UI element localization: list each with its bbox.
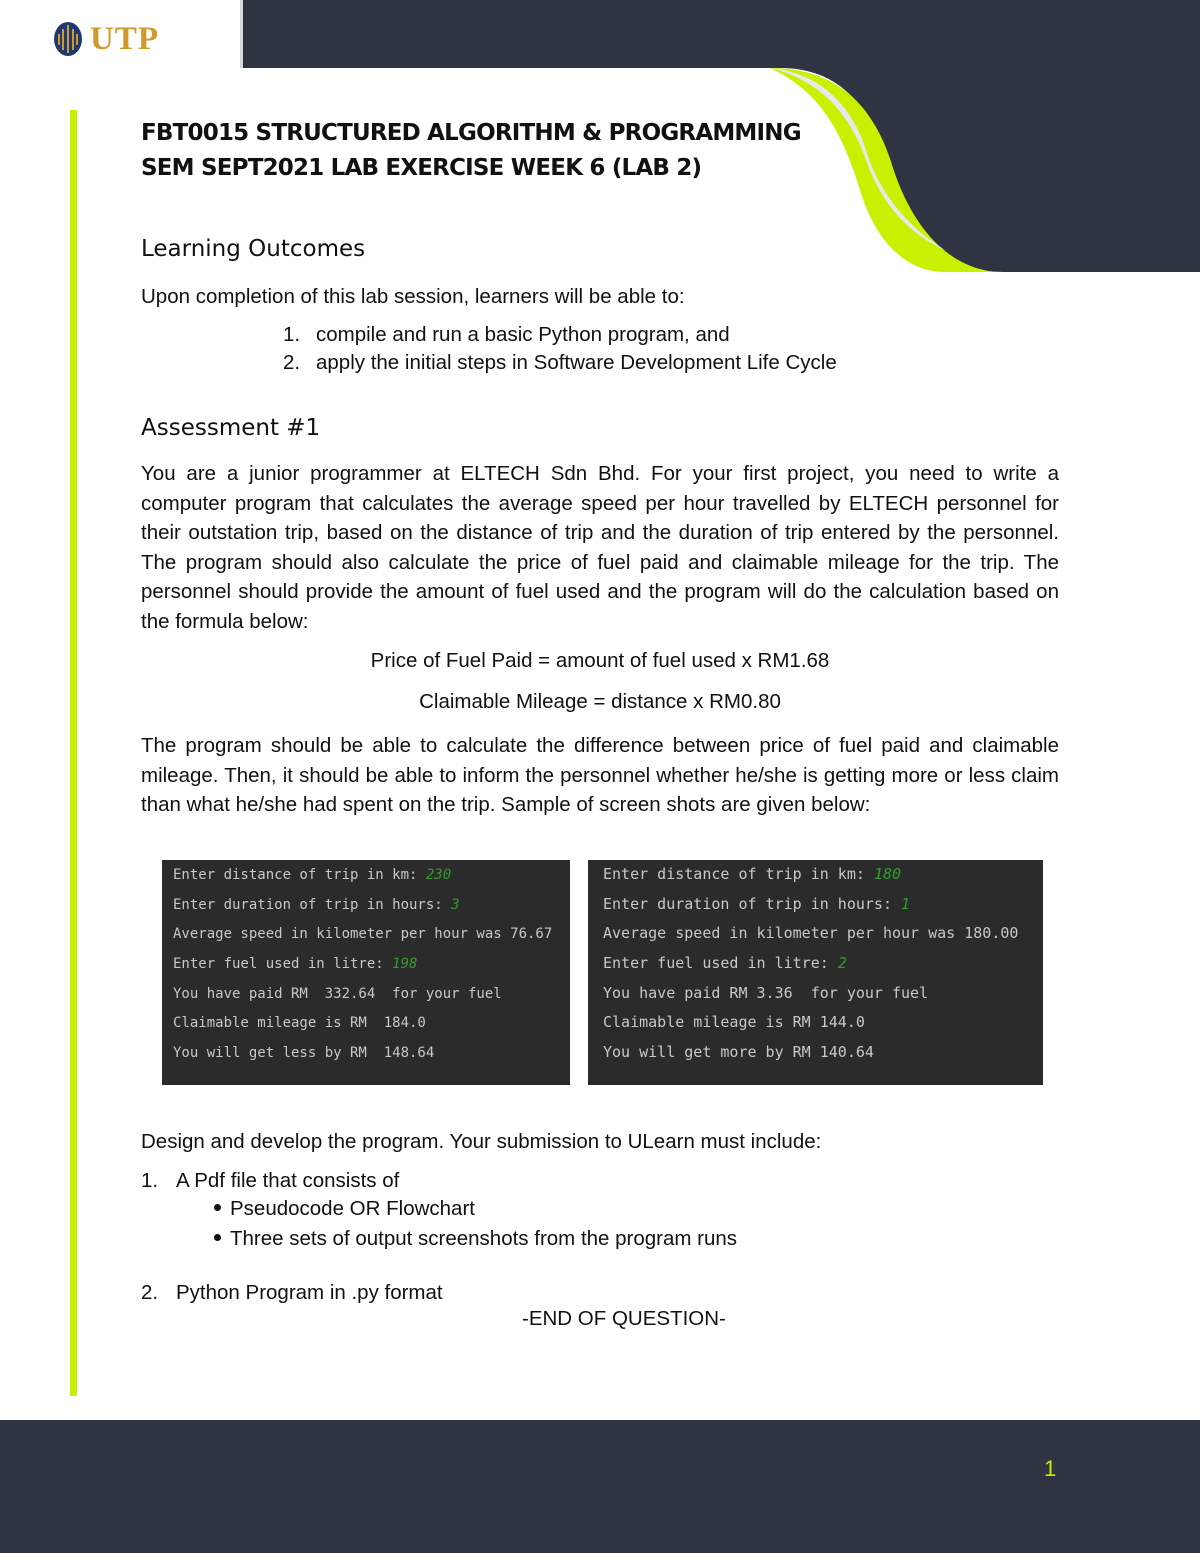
terminal-line: Enter duration of trip in hours: 3: [173, 896, 460, 913]
terminal-line: Average speed in kilometer per hour was 76.67: [173, 926, 553, 943]
submission-item-2-number: 2.: [141, 1281, 159, 1304]
logo-text: UTP: [90, 20, 159, 57]
terminal-line: You have paid RM 3.36 for your fuel: [603, 983, 929, 1002]
terminal-line: Enter fuel used in litre: 2: [603, 954, 847, 973]
submission-item-2-text: Python Program in .py format: [176, 1281, 443, 1304]
outcome-2-text: apply the initial steps in Software Development Life Cycle: [316, 351, 837, 374]
end-of-question: -END OF QUESTION-: [522, 1307, 726, 1330]
outcome-2-number: 2.: [283, 351, 301, 374]
terminal-line: Enter distance of trip in km: 180: [603, 865, 902, 883]
terminal-line: Claimable mileage is RM 184.0: [173, 1015, 426, 1032]
utp-logo: [52, 20, 159, 58]
submission-item-1-number: 1.: [141, 1169, 159, 1192]
terminal-line: You will get less by RM 148.64: [173, 1045, 435, 1062]
utp-emblem-icon: [52, 20, 84, 58]
submission-item-1-text: A Pdf file that consists of: [176, 1169, 400, 1192]
sample-output-1: [162, 860, 570, 1085]
submission-bullet-1: Pseudocode OR Flowchart: [214, 1197, 475, 1221]
bullet-dot-icon: [214, 1204, 221, 1211]
formula-fuel-price: Price of Fuel Paid = amount of fuel used x RM1.68: [370, 649, 830, 672]
outcome-1-text: compile and run a basic Python program, and: [316, 323, 730, 346]
terminal-line: Enter duration of trip in hours: 1: [603, 894, 911, 913]
terminal-line: Claimable mileage is RM 144.0: [603, 1013, 865, 1032]
submission-intro: Design and develop the program. Your submission to ULearn must include:: [141, 1130, 822, 1153]
title-line-1: FBT0015 STRUCTURED ALGORITHM & PROGRAMMING: [141, 120, 801, 146]
learning-outcomes-heading: Learning Outcomes: [141, 236, 366, 262]
page-number: 1: [1044, 1456, 1057, 1481]
assessment-paragraph-2: The program should be able to calculate the difference between price of fuel paid and claimable mileage. Then, it should be able to inform the personnel whether he/she is getting more or less claim than what he/she had spent on the trip. Sample of screen shots are given below:: [141, 734, 1059, 816]
learning-outcomes-intro: Upon completion of this lab session, learners will be able to:: [141, 285, 685, 308]
terminal-line: You have paid RM 332.64 for your fuel: [173, 985, 502, 1002]
terminal-line: Enter fuel used in litre: 198: [173, 956, 418, 973]
submission-bullet-2: Three sets of output screenshots from the program runs: [214, 1227, 737, 1251]
document-title: [141, 116, 801, 186]
sample-output-2: [588, 860, 1043, 1085]
title-line-2: SEM SEPT2021 LAB EXERCISE WEEK 6 (LAB 2): [141, 155, 702, 181]
terminal-line: Average speed in kilometer per hour was 180.00: [603, 924, 1019, 943]
assessment-paragraph-1: You are a junior programmer at ELTECH Sdn Bhd. For your first project, you need to write a computer program that calculates the average speed per hour travelled by ELTECH personnel for their outstation trip, based on the distance of trip and the duration of trip entered by the personnel. The program should also calculate the price of fuel paid and claimable mileage for the trip. The personnel should provide the amount of fuel used and the program will do the calculation based on the formula below:: [141, 462, 1059, 633]
terminal-line: You will get more by RM 140.64: [603, 1043, 874, 1062]
formula-claimable-mileage: Claimable Mileage = distance x RM0.80: [419, 690, 781, 713]
page-footer: [0, 1420, 1200, 1553]
left-accent-bar: [70, 110, 77, 1396]
assessment-heading: Assessment #1: [141, 415, 321, 441]
bullet-dot-icon: [214, 1234, 221, 1241]
terminal-line: Enter distance of trip in km: 230: [173, 867, 452, 883]
outcome-1-number: 1.: [283, 323, 301, 346]
